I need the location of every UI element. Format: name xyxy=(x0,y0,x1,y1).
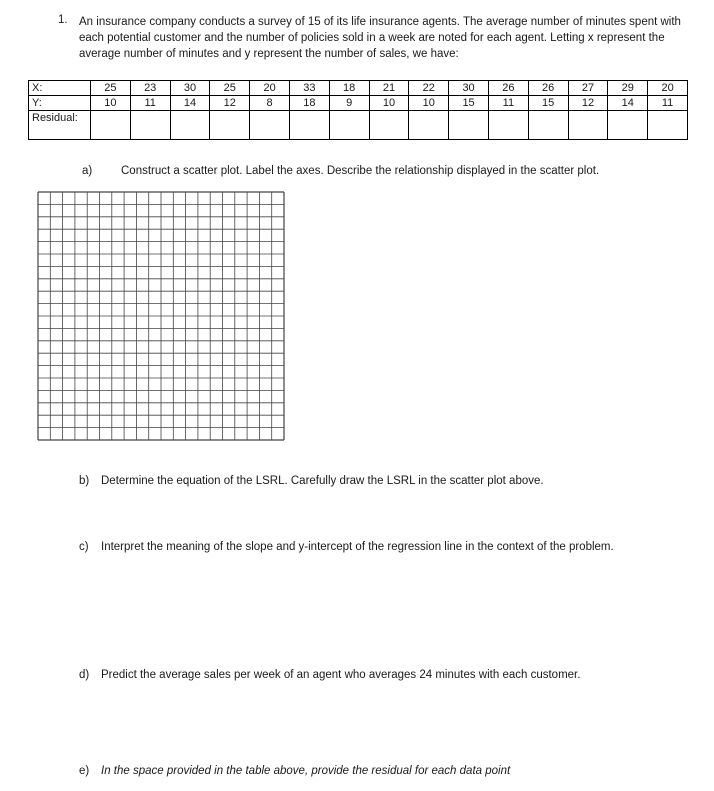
part-b xyxy=(79,475,544,487)
x-value: 30 xyxy=(449,81,489,96)
residual-cell[interactable] xyxy=(449,111,489,140)
residual-cell[interactable] xyxy=(369,111,409,140)
graph-paper xyxy=(37,191,285,441)
y-value: 10 xyxy=(91,96,131,111)
residual-cell[interactable] xyxy=(130,111,170,140)
y-value: 10 xyxy=(409,96,449,111)
part-b-letter: b) xyxy=(79,475,90,487)
part-d-text: Predict the average sales per week of an agent who averages 24 minutes with each customer. xyxy=(101,669,581,681)
x-value: 33 xyxy=(289,81,329,96)
x-value: 25 xyxy=(210,81,250,96)
part-c-text: Interpret the meaning of the slope and y-intercept of the regression line in the context of the problem. xyxy=(101,541,614,553)
x-value: 27 xyxy=(568,81,608,96)
y-row xyxy=(29,96,688,111)
residual-cell[interactable] xyxy=(289,111,329,140)
residual-cell[interactable] xyxy=(568,111,608,140)
x-value: 30 xyxy=(170,81,210,96)
residual-cell[interactable] xyxy=(329,111,369,140)
y-value: 14 xyxy=(170,96,210,111)
residual-cell[interactable] xyxy=(91,111,131,140)
residual-cell[interactable] xyxy=(648,111,688,140)
x-value: 20 xyxy=(648,81,688,96)
part-d xyxy=(79,669,580,681)
part-e-letter: e) xyxy=(79,765,90,777)
residual-cell[interactable] xyxy=(170,111,210,140)
y-value: 11 xyxy=(648,96,688,111)
residual-cell[interactable] xyxy=(210,111,250,140)
x-value: 26 xyxy=(488,81,528,96)
x-value: 29 xyxy=(608,81,648,96)
y-value: 15 xyxy=(449,96,489,111)
residual-label: Residual: xyxy=(29,111,91,140)
y-value: 8 xyxy=(250,96,290,111)
x-value: 23 xyxy=(130,81,170,96)
residual-cell[interactable] xyxy=(409,111,449,140)
residual-cell[interactable] xyxy=(528,111,568,140)
part-c-letter: c) xyxy=(79,541,89,553)
part-a-letter: a) xyxy=(82,165,93,177)
residual-cell[interactable] xyxy=(608,111,648,140)
part-e-text: In the space provided in the table above, provide the residual for each data point xyxy=(101,765,511,777)
part-a-text: Construct a scatter plot. Label the axes. Describe the relationship displayed in the scatter plot. xyxy=(121,165,600,177)
y-value: 18 xyxy=(289,96,329,111)
y-value: 15 xyxy=(528,96,568,111)
data-table xyxy=(28,80,688,140)
residual-row xyxy=(29,111,688,140)
y-value: 12 xyxy=(210,96,250,111)
part-e xyxy=(79,765,510,777)
part-b-text: Determine the equation of the LSRL. Carefully draw the LSRL in the scatter plot above. xyxy=(101,475,544,487)
x-value: 22 xyxy=(409,81,449,96)
x-value: 26 xyxy=(528,81,568,96)
problem-number: 1. xyxy=(58,14,68,26)
y-value: 10 xyxy=(369,96,409,111)
x-value: 20 xyxy=(250,81,290,96)
x-value: 21 xyxy=(369,81,409,96)
problem-statement: An insurance company conducts a survey of 15 of its life insurance agents. The average number of minutes spent with each potential customer and the number of policies sold in a week are noted for each agent. Letting x represent the average number of minutes and y represent the number of sales, we have: xyxy=(79,16,681,60)
y-value: 9 xyxy=(329,96,369,111)
y-value: 11 xyxy=(488,96,528,111)
y-value: 12 xyxy=(568,96,608,111)
scatter-plot-grid[interactable] xyxy=(37,191,285,444)
residual-cell[interactable] xyxy=(250,111,290,140)
part-c xyxy=(79,541,614,553)
x-value: 18 xyxy=(329,81,369,96)
x-row xyxy=(29,81,688,96)
x-value: 25 xyxy=(91,81,131,96)
y-label: Y: xyxy=(29,96,91,111)
part-d-letter: d) xyxy=(79,669,90,681)
y-value: 14 xyxy=(608,96,648,111)
x-label: X: xyxy=(29,81,91,96)
residual-cell[interactable] xyxy=(488,111,528,140)
y-value: 11 xyxy=(130,96,170,111)
